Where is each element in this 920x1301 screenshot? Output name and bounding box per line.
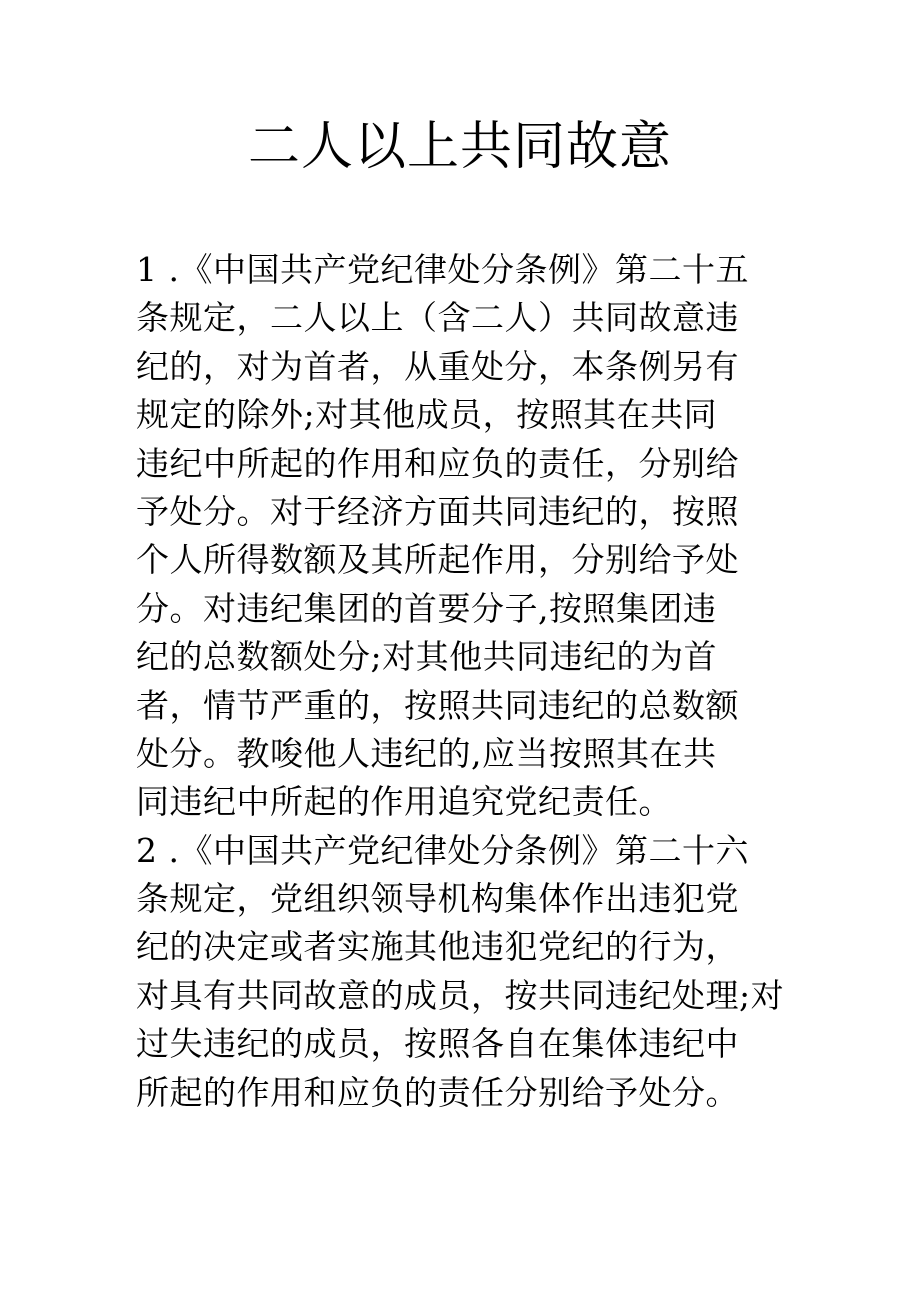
body-line: 所起的作用和应负的责任分别给予处分。	[136, 1072, 739, 1112]
document-title: 二人以上共同故意	[247, 117, 672, 177]
document-body	[136, 246, 836, 1117]
body-line: 纪的总数额处分;对其他共同违纪的为首	[136, 637, 718, 677]
body-line: 规定的除外;对其他成员，按照其在共同	[136, 395, 718, 435]
body-line: 1 .《中国共产党纪律处分条例》第二十五	[136, 250, 749, 289]
body-line: 对具有共同故意的成员，按共同违纪处理;对	[136, 975, 785, 1015]
body-line: 条规定，党组织领导机构集体作出违犯党	[136, 879, 739, 919]
body-line: 予处分。对于经济方面共同违纪的，按照	[136, 491, 739, 531]
body-line: 2 .《中国共产党纪律处分条例》第二十六	[136, 830, 749, 870]
body-line: 分。对违纪集团的首要分子,按照集团违	[136, 588, 717, 628]
body-line: 条规定，二人以上（含二人）共同故意违	[136, 298, 739, 338]
body-line: 同违纪中所起的作用追究党纪责任。	[136, 782, 672, 822]
body-line: 过失违纪的成员，按照各自在集体违纪中	[136, 1024, 739, 1064]
body-line: 者，情节严重的，按照共同违纪的总数额	[136, 685, 739, 725]
body-line: 处分。教唆他人违纪的,应当按照其在共	[136, 733, 717, 773]
body-line: 纪的决定或者实施其他违犯党纪的行为，	[136, 927, 739, 967]
body-line: 个人所得数额及其所起作用，分别给予处	[136, 540, 739, 580]
body-line: 违纪中所起的作用和应负的责任，分别给	[136, 443, 739, 483]
body-line: 纪的，对为首者，从重处分，本条例另有	[136, 346, 739, 386]
